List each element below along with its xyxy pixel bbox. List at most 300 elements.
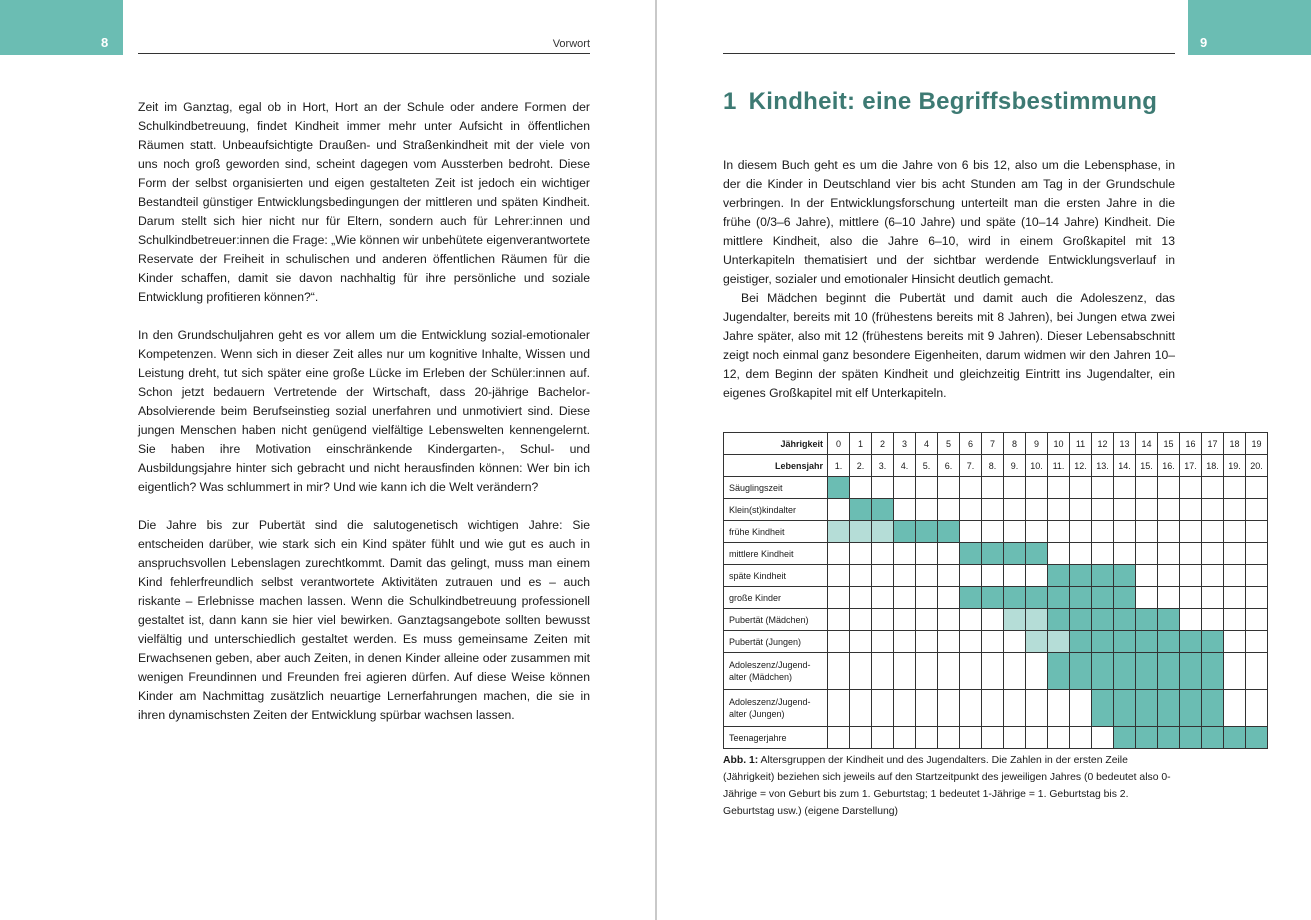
empty-cell — [1048, 499, 1070, 521]
empty-cell — [1004, 565, 1026, 587]
filled-cell — [1114, 690, 1136, 727]
partial-cell — [828, 521, 850, 543]
filled-cell — [1070, 653, 1092, 690]
empty-cell — [1202, 543, 1224, 565]
year-cell: 11. — [1048, 455, 1070, 477]
empty-cell — [1180, 499, 1202, 521]
empty-cell — [1026, 565, 1048, 587]
empty-cell — [1070, 499, 1092, 521]
empty-cell — [1004, 499, 1026, 521]
empty-cell — [938, 690, 960, 727]
empty-cell — [828, 499, 850, 521]
row-label: Pubertät (Jungen) — [724, 631, 828, 653]
empty-cell — [960, 727, 982, 749]
empty-cell — [1048, 727, 1070, 749]
empty-cell — [1092, 499, 1114, 521]
filled-cell — [1136, 727, 1158, 749]
partial-cell — [1026, 609, 1048, 631]
year-cell: 1. — [828, 455, 850, 477]
filled-cell — [1092, 587, 1114, 609]
empty-cell — [850, 587, 872, 609]
year-cell: 7. — [960, 455, 982, 477]
empty-cell — [916, 653, 938, 690]
empty-cell — [1026, 690, 1048, 727]
filled-cell — [1136, 653, 1158, 690]
empty-cell — [1202, 565, 1224, 587]
empty-cell — [1202, 521, 1224, 543]
empty-cell — [982, 690, 1004, 727]
empty-cell — [960, 521, 982, 543]
empty-cell — [1004, 521, 1026, 543]
filled-cell — [960, 543, 982, 565]
empty-cell — [1224, 499, 1246, 521]
empty-cell — [1158, 477, 1180, 499]
empty-cell — [938, 587, 960, 609]
row-label: Adoleszenz/Jugend-alter (Jungen) — [724, 690, 828, 727]
filled-cell — [960, 587, 982, 609]
filled-cell — [1004, 543, 1026, 565]
empty-cell — [872, 477, 894, 499]
empty-cell — [1070, 477, 1092, 499]
empty-cell — [982, 727, 1004, 749]
filled-cell — [1158, 727, 1180, 749]
filled-cell — [1158, 690, 1180, 727]
empty-cell — [850, 565, 872, 587]
empty-cell — [1026, 727, 1048, 749]
empty-cell — [1004, 477, 1026, 499]
filled-cell — [1092, 653, 1114, 690]
paragraph: Bei Mädchen beginnt die Pubertät und damit auch die Adoleszenz, das Jugendalter, bereits mit 10 (frühestens bereits mit 8 Jahren), bei Jungen etwa zwei Jahre später, also mit 12 (frühestens bereits mit 9 Jahren). Dieser Lebensabschnitt zeigt noch einmal ganz besondere Eigenheiten, darum widmen wir den Jahren 10–12, dem Beginn der späten Kindheit und gleichzeitig Eintritt ins Jugendalter, ein eigenes Großkapitel mit elf Unterkapiteln. — [723, 291, 1175, 400]
header-rule-left — [138, 53, 590, 54]
empty-cell — [1246, 609, 1268, 631]
empty-cell — [1180, 609, 1202, 631]
empty-cell — [1202, 587, 1224, 609]
year-cell: 20. — [1246, 455, 1268, 477]
filled-cell — [1202, 727, 1224, 749]
empty-cell — [1048, 690, 1070, 727]
year-cell: 8. — [982, 455, 1004, 477]
empty-cell — [1158, 565, 1180, 587]
empty-cell — [1114, 543, 1136, 565]
filled-cell — [1048, 587, 1070, 609]
filled-cell — [1114, 587, 1136, 609]
empty-cell — [1136, 587, 1158, 609]
empty-cell — [872, 631, 894, 653]
age-cell: 17 — [1202, 433, 1224, 455]
paragraph: Zeit im Ganztag, egal ob in Hort, Hort an der Schule oder andere Formen der Schulkindbetreuung, findet Kindheit immer mehr unter Aufsicht in öffentlichen Räumen statt. Unbeaufsichtigte Draußen- und Straßenkindheit mit der viele von uns noch groß geworden sind, scheint dagegen vom Aussterben bedroht. Diese Form der selbst organisierten und eigen gestalteten Zeit ist jedoch ein wichtiger Bestandteil günstiger Entwicklungsbedingungen der mittleren und späten Kindheit. Darum stellt sich hier nicht nur für Eltern, sondern auch für Lehrer:innen und Schulkindbetreuer:innen die Frage: „Wie können wir unbehütete eigenverantwortete Reservate der Freiheit in schulischen und anderen öffentlichen Räumen für die Kinder schaffen, damit sie davon nachhaltig für ihre persönliche und soziale Entwicklung profitieren können?“. — [138, 100, 590, 304]
empty-cell — [938, 499, 960, 521]
empty-cell — [894, 499, 916, 521]
paragraph: Die Jahre bis zur Pubertät sind die salutogenetisch wichtigen Jahre: Sie entscheiden darüber, wie stark sich ein Kind später fühlt und wie gut es auch in anspruchsvollen Lebenslagen zurechtkommt. Damit das gelingt, muss man einem Kind fehlerfreundlich selbst verantwortete Aktivitäten zutrauen und es – auch riskante – Erlebnisse machen lassen. Wenn die Schulkindbetreuung professionell gestaltet ist, dann kann sie hier viel bewirken. Ganztagsangebote sollten bewusst vielfältig und unterschiedlich gestaltet werden. Es muss gemeinsame Zeiten mit Erwachsenen geben, aber auch Zeiten, in denen Kinder alleine oder zusammen mit wenigen Freundinnen und Freunden frei agieren dürfen. Auf diese Weise können Kinder am Nachmittag zusätzlich neuartige Lernerfahrungen machen, die sie in ihren dynamischsten Zeiten der Entwicklung spürbar wachsen lassen. — [138, 518, 590, 722]
filled-cell — [1070, 587, 1092, 609]
table-row — [724, 521, 1268, 543]
filled-cell — [1026, 587, 1048, 609]
filled-cell — [1026, 543, 1048, 565]
filled-cell — [1092, 565, 1114, 587]
row-label: Klein(st)kindalter — [724, 499, 828, 521]
age-cell: 19 — [1246, 433, 1268, 455]
age-cell: 7 — [982, 433, 1004, 455]
filled-cell — [1114, 609, 1136, 631]
table-row — [724, 565, 1268, 587]
age-header-label: Jährigkeit — [724, 433, 828, 455]
empty-cell — [850, 477, 872, 499]
age-cell: 16 — [1180, 433, 1202, 455]
empty-cell — [872, 543, 894, 565]
year-cell: 14. — [1114, 455, 1136, 477]
empty-cell — [1224, 653, 1246, 690]
empty-cell — [1136, 477, 1158, 499]
age-cell: 8 — [1004, 433, 1026, 455]
empty-cell — [960, 653, 982, 690]
filled-cell — [1004, 587, 1026, 609]
filled-cell — [1158, 631, 1180, 653]
table-row — [724, 690, 1268, 727]
filled-cell — [1202, 653, 1224, 690]
empty-cell — [1224, 521, 1246, 543]
empty-cell — [1114, 521, 1136, 543]
filled-cell — [1070, 609, 1092, 631]
empty-cell — [872, 653, 894, 690]
empty-cell — [1114, 477, 1136, 499]
empty-cell — [916, 727, 938, 749]
empty-cell — [982, 521, 1004, 543]
empty-cell — [960, 631, 982, 653]
age-cell: 13 — [1114, 433, 1136, 455]
empty-cell — [960, 565, 982, 587]
right-body-text — [723, 156, 1175, 403]
empty-cell — [1158, 587, 1180, 609]
filled-cell — [1114, 565, 1136, 587]
table-row — [724, 631, 1268, 653]
empty-cell — [1026, 499, 1048, 521]
empty-cell — [1246, 521, 1268, 543]
empty-cell — [938, 727, 960, 749]
year-cell: 19. — [1224, 455, 1246, 477]
filled-cell — [1202, 631, 1224, 653]
empty-cell — [916, 631, 938, 653]
empty-cell — [1224, 477, 1246, 499]
empty-cell — [1048, 543, 1070, 565]
empty-cell — [1004, 653, 1026, 690]
left-page — [0, 0, 655, 920]
empty-cell — [1092, 543, 1114, 565]
empty-cell — [894, 587, 916, 609]
filled-cell — [1114, 653, 1136, 690]
year-cell: 3. — [872, 455, 894, 477]
filled-cell — [828, 477, 850, 499]
year-cell: 12. — [1070, 455, 1092, 477]
empty-cell — [1224, 587, 1246, 609]
empty-cell — [982, 477, 1004, 499]
empty-cell — [872, 727, 894, 749]
table-row — [724, 543, 1268, 565]
empty-cell — [828, 690, 850, 727]
empty-cell — [938, 609, 960, 631]
age-cell: 15 — [1158, 433, 1180, 455]
partial-cell — [1026, 631, 1048, 653]
paragraph: In den Grundschuljahren geht es vor allem um die Entwicklung sozial-emotionaler Kompetenzen. Wenn sich in dieser Zeit alles nur um kognitive Inhalte, Wissen und Leistung dreht, tut sich später eine große Lücke im Erleben der Schüler:innen auf. Schon jetzt bedauern Vertretende der Wirtschaft, dass 20-jährige Bachelor-Absolvierende beim Berufseinstieg sozial unerfahren und unmotiviert sind. Diese jungen Menschen haben nicht genügend vielfältige Lebenswelten kennengelernt. Sie haben ihre Motivation einschränkende Kindergarten-, Schul- und Ausbildungsjahre hinter sich gebracht und nicht herausfinden können: Wer bin ich eigentlich? Was schlummert in mir? Und wie kann ich die Welt verändern? — [138, 328, 590, 494]
partial-cell — [1048, 631, 1070, 653]
year-cell: 9. — [1004, 455, 1026, 477]
header-rule-right — [723, 53, 1175, 54]
filled-cell — [1180, 690, 1202, 727]
page-number-tab-left — [0, 0, 123, 55]
empty-cell — [1136, 543, 1158, 565]
partial-cell — [1004, 609, 1026, 631]
empty-cell — [872, 587, 894, 609]
filled-cell — [1180, 631, 1202, 653]
row-label: Adoleszenz/Jugend-alter (Mädchen) — [724, 653, 828, 690]
table-header-row — [724, 433, 1268, 455]
filled-cell — [850, 499, 872, 521]
empty-cell — [1114, 499, 1136, 521]
empty-cell — [916, 477, 938, 499]
filled-cell — [1114, 631, 1136, 653]
page-number-right: 9 — [1200, 35, 1208, 50]
empty-cell — [828, 653, 850, 690]
empty-cell — [960, 477, 982, 499]
empty-cell — [1224, 543, 1246, 565]
empty-cell — [850, 653, 872, 690]
page-number-left: 8 — [101, 35, 109, 50]
empty-cell — [982, 609, 1004, 631]
empty-cell — [1202, 477, 1224, 499]
filled-cell — [1180, 653, 1202, 690]
empty-cell — [894, 543, 916, 565]
age-cell: 12 — [1092, 433, 1114, 455]
empty-cell — [872, 609, 894, 631]
right-page — [657, 0, 1311, 920]
empty-cell — [1004, 690, 1026, 727]
filled-cell — [1246, 727, 1268, 749]
empty-cell — [1070, 521, 1092, 543]
empty-cell — [982, 565, 1004, 587]
filled-cell — [1202, 690, 1224, 727]
empty-cell — [850, 609, 872, 631]
empty-cell — [1158, 521, 1180, 543]
empty-cell — [894, 477, 916, 499]
filled-cell — [1224, 727, 1246, 749]
year-cell: 2. — [850, 455, 872, 477]
filled-cell — [1048, 653, 1070, 690]
empty-cell — [850, 727, 872, 749]
table-row — [724, 727, 1268, 749]
filled-cell — [1158, 609, 1180, 631]
year-header-label: Lebensjahr — [724, 455, 828, 477]
empty-cell — [828, 587, 850, 609]
age-cell: 4 — [916, 433, 938, 455]
empty-cell — [1158, 499, 1180, 521]
empty-cell — [916, 499, 938, 521]
empty-cell — [938, 565, 960, 587]
year-cell: 13. — [1092, 455, 1114, 477]
table-row — [724, 499, 1268, 521]
empty-cell — [1136, 565, 1158, 587]
filled-cell — [872, 499, 894, 521]
empty-cell — [1246, 565, 1268, 587]
filled-cell — [1180, 727, 1202, 749]
empty-cell — [894, 690, 916, 727]
table-row — [724, 653, 1268, 690]
filled-cell — [1136, 631, 1158, 653]
chapter-title — [723, 88, 1157, 116]
row-label: Teenagerjahre — [724, 727, 828, 749]
age-groups-table — [723, 432, 1268, 749]
filled-cell — [982, 543, 1004, 565]
empty-cell — [1246, 631, 1268, 653]
empty-cell — [872, 690, 894, 727]
empty-cell — [850, 543, 872, 565]
year-cell: 16. — [1158, 455, 1180, 477]
filled-cell — [938, 521, 960, 543]
partial-cell — [850, 521, 872, 543]
empty-cell — [850, 631, 872, 653]
empty-cell — [894, 653, 916, 690]
empty-cell — [938, 477, 960, 499]
empty-cell — [828, 631, 850, 653]
empty-cell — [894, 727, 916, 749]
empty-cell — [1180, 587, 1202, 609]
filled-cell — [1158, 653, 1180, 690]
empty-cell — [1246, 543, 1268, 565]
empty-cell — [894, 609, 916, 631]
figure-caption — [723, 752, 1175, 820]
left-body-text — [138, 98, 590, 744]
empty-cell — [938, 653, 960, 690]
empty-cell — [894, 565, 916, 587]
age-cell: 9 — [1026, 433, 1048, 455]
empty-cell — [916, 543, 938, 565]
empty-cell — [916, 690, 938, 727]
empty-cell — [1070, 727, 1092, 749]
age-cell: 6 — [960, 433, 982, 455]
age-cell: 3 — [894, 433, 916, 455]
empty-cell — [1136, 521, 1158, 543]
empty-cell — [1070, 690, 1092, 727]
empty-cell — [1224, 565, 1246, 587]
row-label: späte Kindheit — [724, 565, 828, 587]
age-cell: 11 — [1070, 433, 1092, 455]
year-cell: 17. — [1180, 455, 1202, 477]
empty-cell — [1092, 521, 1114, 543]
table-row — [724, 609, 1268, 631]
empty-cell — [916, 587, 938, 609]
row-label: frühe Kindheit — [724, 521, 828, 543]
filled-cell — [1092, 609, 1114, 631]
empty-cell — [1246, 690, 1268, 727]
year-cell: 10. — [1026, 455, 1048, 477]
empty-cell — [1246, 587, 1268, 609]
empty-cell — [1180, 565, 1202, 587]
empty-cell — [1224, 690, 1246, 727]
year-cell: 5. — [916, 455, 938, 477]
running-head: Vorwort — [552, 38, 590, 50]
page-number-tab-right — [1188, 0, 1311, 55]
table-row — [724, 587, 1268, 609]
empty-cell — [960, 609, 982, 631]
empty-cell — [1004, 727, 1026, 749]
empty-cell — [872, 565, 894, 587]
filled-cell — [1048, 565, 1070, 587]
filled-cell — [1114, 727, 1136, 749]
paragraph: In diesem Buch geht es um die Jahre von 6 bis 12, also um die Lebensphase, in der die Kinder in Deutschland vier bis acht Stunden am Tag in der Grundschule verbringen. In der Entwicklungsforschung unterteilt man die ersten Jahre in die frühe (0/3–6 Jahre), mittlere (6–10 Jahre) und späte (10–14 Jahre) Kindheit. Die mittlere Kindheit, also die Jahre 6–10, wird in einem Großkapitel mit 13 Unterkapiteln thematisiert und der sichtbar werdende Entwicklungsverlauf in geistiger, sozialer und emotionaler Hinsicht deutlich gemacht. — [723, 158, 1175, 286]
filled-cell — [1136, 609, 1158, 631]
empty-cell — [916, 565, 938, 587]
empty-cell — [916, 609, 938, 631]
empty-cell — [982, 499, 1004, 521]
empty-cell — [1224, 631, 1246, 653]
table-row — [724, 477, 1268, 499]
empty-cell — [1202, 499, 1224, 521]
empty-cell — [894, 631, 916, 653]
empty-cell — [1092, 727, 1114, 749]
row-label: Säuglingszeit — [724, 477, 828, 499]
filled-cell — [982, 587, 1004, 609]
empty-cell — [1026, 653, 1048, 690]
empty-cell — [828, 565, 850, 587]
age-cell: 1 — [850, 433, 872, 455]
empty-cell — [1202, 609, 1224, 631]
empty-cell — [1092, 477, 1114, 499]
empty-cell — [1180, 477, 1202, 499]
empty-cell — [1004, 631, 1026, 653]
age-cell: 2 — [872, 433, 894, 455]
filled-cell — [1092, 631, 1114, 653]
year-cell: 15. — [1136, 455, 1158, 477]
empty-cell — [1246, 653, 1268, 690]
empty-cell — [1026, 521, 1048, 543]
empty-cell — [1246, 477, 1268, 499]
empty-cell — [1180, 521, 1202, 543]
year-cell: 6. — [938, 455, 960, 477]
empty-cell — [960, 499, 982, 521]
age-cell: 0 — [828, 433, 850, 455]
age-cell: 5 — [938, 433, 960, 455]
empty-cell — [828, 609, 850, 631]
age-cell: 18 — [1224, 433, 1246, 455]
empty-cell — [1246, 499, 1268, 521]
partial-cell — [872, 521, 894, 543]
empty-cell — [938, 631, 960, 653]
empty-cell — [828, 727, 850, 749]
filled-cell — [1070, 631, 1092, 653]
table-header-row — [724, 455, 1268, 477]
year-cell: 18. — [1202, 455, 1224, 477]
filled-cell — [1136, 690, 1158, 727]
year-cell: 4. — [894, 455, 916, 477]
empty-cell — [1136, 499, 1158, 521]
empty-cell — [1224, 609, 1246, 631]
chapter-number: 1 — [723, 88, 737, 115]
empty-cell — [1048, 477, 1070, 499]
empty-cell — [1048, 521, 1070, 543]
filled-cell — [894, 521, 916, 543]
row-label: mittlere Kindheit — [724, 543, 828, 565]
caption-text: Altersgruppen der Kindheit und des Jugendalters. Die Zahlen in der ersten Zeile (Jährigkeit) beziehen sich jeweils auf den Startzeitpunkt des jeweiligen Jahres (0 bedeutet also 0-Jährige = von Geburt bis zum 1. Geburtstag; 1 bedeutet 1-Jährige = 1. Geburtstag bis 2. Geburtstag usw.) (eigene Darstellung) — [723, 755, 1171, 817]
filled-cell — [916, 521, 938, 543]
empty-cell — [1026, 477, 1048, 499]
age-cell: 14 — [1136, 433, 1158, 455]
row-label: Pubertät (Mädchen) — [724, 609, 828, 631]
filled-cell — [1070, 565, 1092, 587]
empty-cell — [960, 690, 982, 727]
chapter-title-text: Kindheit: eine Begriffsbestimmung — [748, 88, 1158, 115]
empty-cell — [982, 653, 1004, 690]
caption-label: Abb. 1: — [723, 755, 759, 766]
empty-cell — [1070, 543, 1092, 565]
row-label: große Kinder — [724, 587, 828, 609]
